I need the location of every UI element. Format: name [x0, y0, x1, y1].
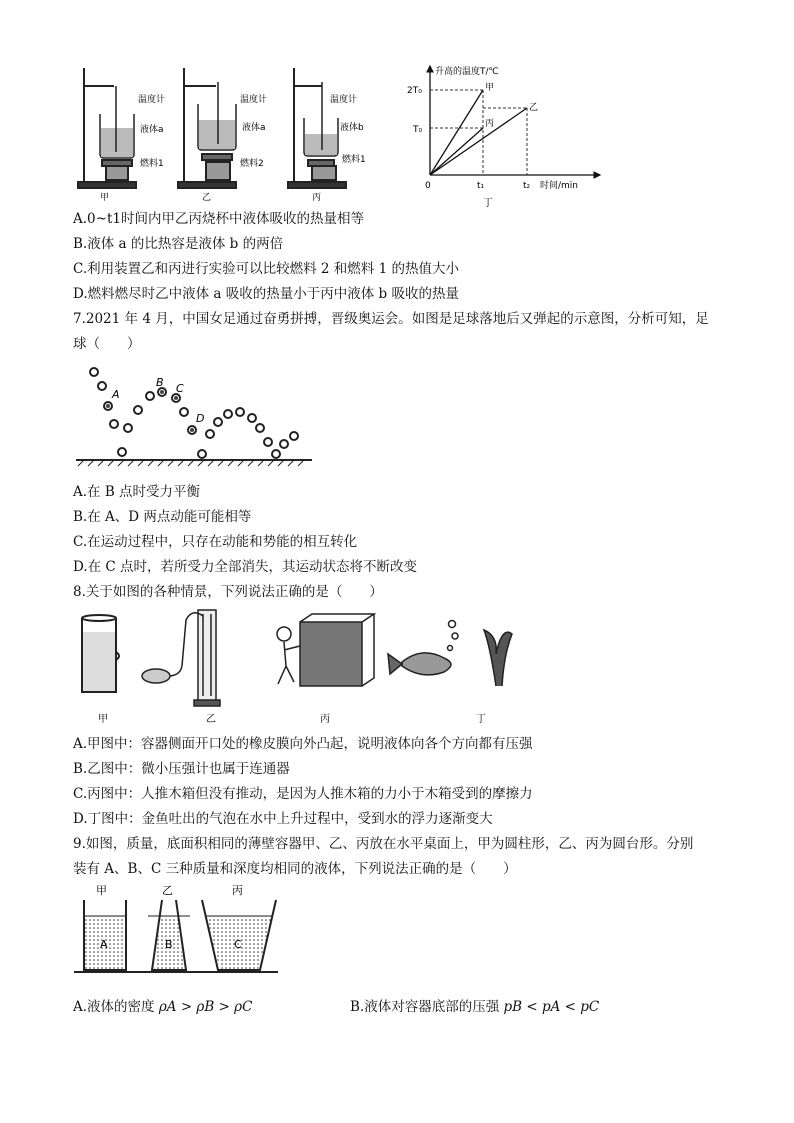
- q7-option-b: B.在 A、D 两点动能可能相等: [73, 509, 252, 525]
- q9-container-bing: 丙: [232, 884, 243, 897]
- panel-caption-yi: 乙: [202, 193, 212, 202]
- fuel-label-1: 燃料1: [140, 159, 164, 169]
- q7-bouncing-ball-figure: [72, 362, 322, 472]
- q7-point-d: D: [196, 412, 205, 425]
- graph-ytick-t0: T₀: [413, 125, 423, 135]
- thermometer-label-3: 温度计: [330, 95, 358, 105]
- q8-figures: [72, 606, 532, 730]
- q8-caption-ding: 丁: [476, 714, 486, 725]
- panel-caption-bing: 丙: [312, 193, 322, 202]
- thermometer-label-1: 温度计: [138, 95, 166, 105]
- q8-stem: 8.关于如图的各种情景，下列说法正确的是（ ）: [73, 584, 383, 600]
- q8-option-d: D.丁图中：金鱼吐出的气泡在水中上升过程中，受到水的浮力逐渐变大: [73, 811, 493, 827]
- q7-option-a: A.在 B 点时受力平衡: [73, 484, 201, 500]
- q8-option-c: C.丙图中：人推木箱但没有推动，是因为人推木箱的力小于木箱受到的摩擦力: [73, 786, 533, 802]
- q6-apparatus-figure: [72, 62, 372, 202]
- q9-liquid-b: B: [165, 938, 173, 951]
- q7-stem-line1: 7.2021 年 4 月，中国女足通过奋勇拼搏，晋级奥运会。如图是足球落地后又弹起的示意图，分析可知，足: [73, 311, 709, 327]
- q9-liquid-c: C: [234, 938, 242, 951]
- q8-caption-jia: 甲: [98, 714, 108, 725]
- q6-option-d: D.燃料燃尽时乙中液体 a 吸收的热量小于丙中液体 b 吸收的热量: [73, 286, 459, 302]
- fuel-label-2: 燃料2: [240, 159, 264, 169]
- q9-option-a: [73, 998, 252, 1016]
- graph-xlabel: 时间/min: [540, 181, 579, 191]
- graph-series-yi: 乙: [529, 103, 539, 113]
- q8-caption-yi: 乙: [206, 714, 216, 725]
- q8-bing-push: [277, 614, 374, 686]
- q8-yi-gauge: [142, 610, 220, 706]
- q7-point-b: B: [156, 376, 164, 389]
- liquid-a-label-2: 液体a: [242, 123, 266, 133]
- q8-caption-bing: 丙: [320, 714, 330, 725]
- q7-stem-line2: 球（ ）: [73, 336, 141, 352]
- q9-option-b-formula: pB < pA < pC: [503, 999, 600, 1015]
- q6-option-b: B.液体 a 的比热容是液体 b 的两倍: [73, 236, 284, 252]
- q9-stem-line2: 装有 A、B、C 三种质量和深度均相同的液体，下列说法正确的是（ ）: [73, 861, 517, 877]
- graph-ylabel: 升高的温度T/℃: [435, 67, 499, 77]
- panel-caption-jia: 甲: [100, 193, 110, 202]
- q9-container-jia: 甲: [96, 884, 107, 897]
- fuel-label-3: 燃料1: [342, 155, 366, 165]
- graph-caption-ding: 丁: [483, 198, 493, 209]
- q9-containers-figure: [72, 882, 282, 982]
- graph-line-bing: [430, 128, 483, 175]
- q7-point-c: C: [176, 382, 184, 395]
- q9-stem-line1: 9.如图，质量，底面积相同的薄壁容器甲、乙、丙放在水平桌面上，甲为圆柱形，乙、丙为圆台形。分别: [73, 836, 694, 852]
- liquid-b-label-3: 液体b: [340, 123, 364, 133]
- graph-series-jia: 甲: [485, 83, 495, 93]
- thermometer-label-2: 温度计: [240, 95, 268, 105]
- q9-liquid-a: A: [100, 938, 108, 951]
- q7-point-a: A: [112, 388, 120, 401]
- graph-xtick-0: 0: [425, 181, 431, 191]
- graph-line-yi: [430, 108, 527, 175]
- q8-jia-container: [82, 615, 119, 692]
- graph-xtick-t1: t₁: [477, 181, 485, 191]
- graph-xtick-t2: t₂: [523, 181, 531, 191]
- graph-series-bing: 丙: [485, 119, 495, 129]
- q6-option-c: C.利用装置乙和丙进行实验可以比较燃料 2 和燃料 1 的热值大小: [73, 261, 459, 277]
- liquid-a-label-1: 液体a: [140, 125, 164, 135]
- q6-option-a: A.0~t1时间内甲乙丙烧杯中液体吸收的热量相等: [73, 211, 364, 227]
- q9-option-b-prefix: B.液体对容器底部的压强: [350, 999, 500, 1015]
- graph-ytick-2t0: 2T₀: [407, 86, 422, 96]
- graph-line-jia: [430, 90, 483, 175]
- q8-option-a: A.甲图中：容器侧面开口处的橡皮膜向外凸起，说明液体向各个方向都有压强: [73, 736, 533, 752]
- q9-option-b: [350, 998, 599, 1016]
- q7-option-c: C.在运动过程中，只存在动能和势能的相互转化: [73, 534, 358, 550]
- q6-temperature-graph: [405, 60, 625, 210]
- q8-ding-fish: [388, 621, 512, 687]
- q8-option-b: B.乙图中：微小压强计也属于连通器: [73, 761, 290, 777]
- q7-option-d: D.在 C 点时，若所受力全部消失，其运动状态将不断改变: [73, 559, 418, 575]
- q9-option-a-formula: ρA > ρB > ρC: [158, 999, 253, 1015]
- q9-container-yi: 乙: [162, 884, 173, 897]
- q9-option-a-prefix: A.液体的密度: [73, 999, 155, 1015]
